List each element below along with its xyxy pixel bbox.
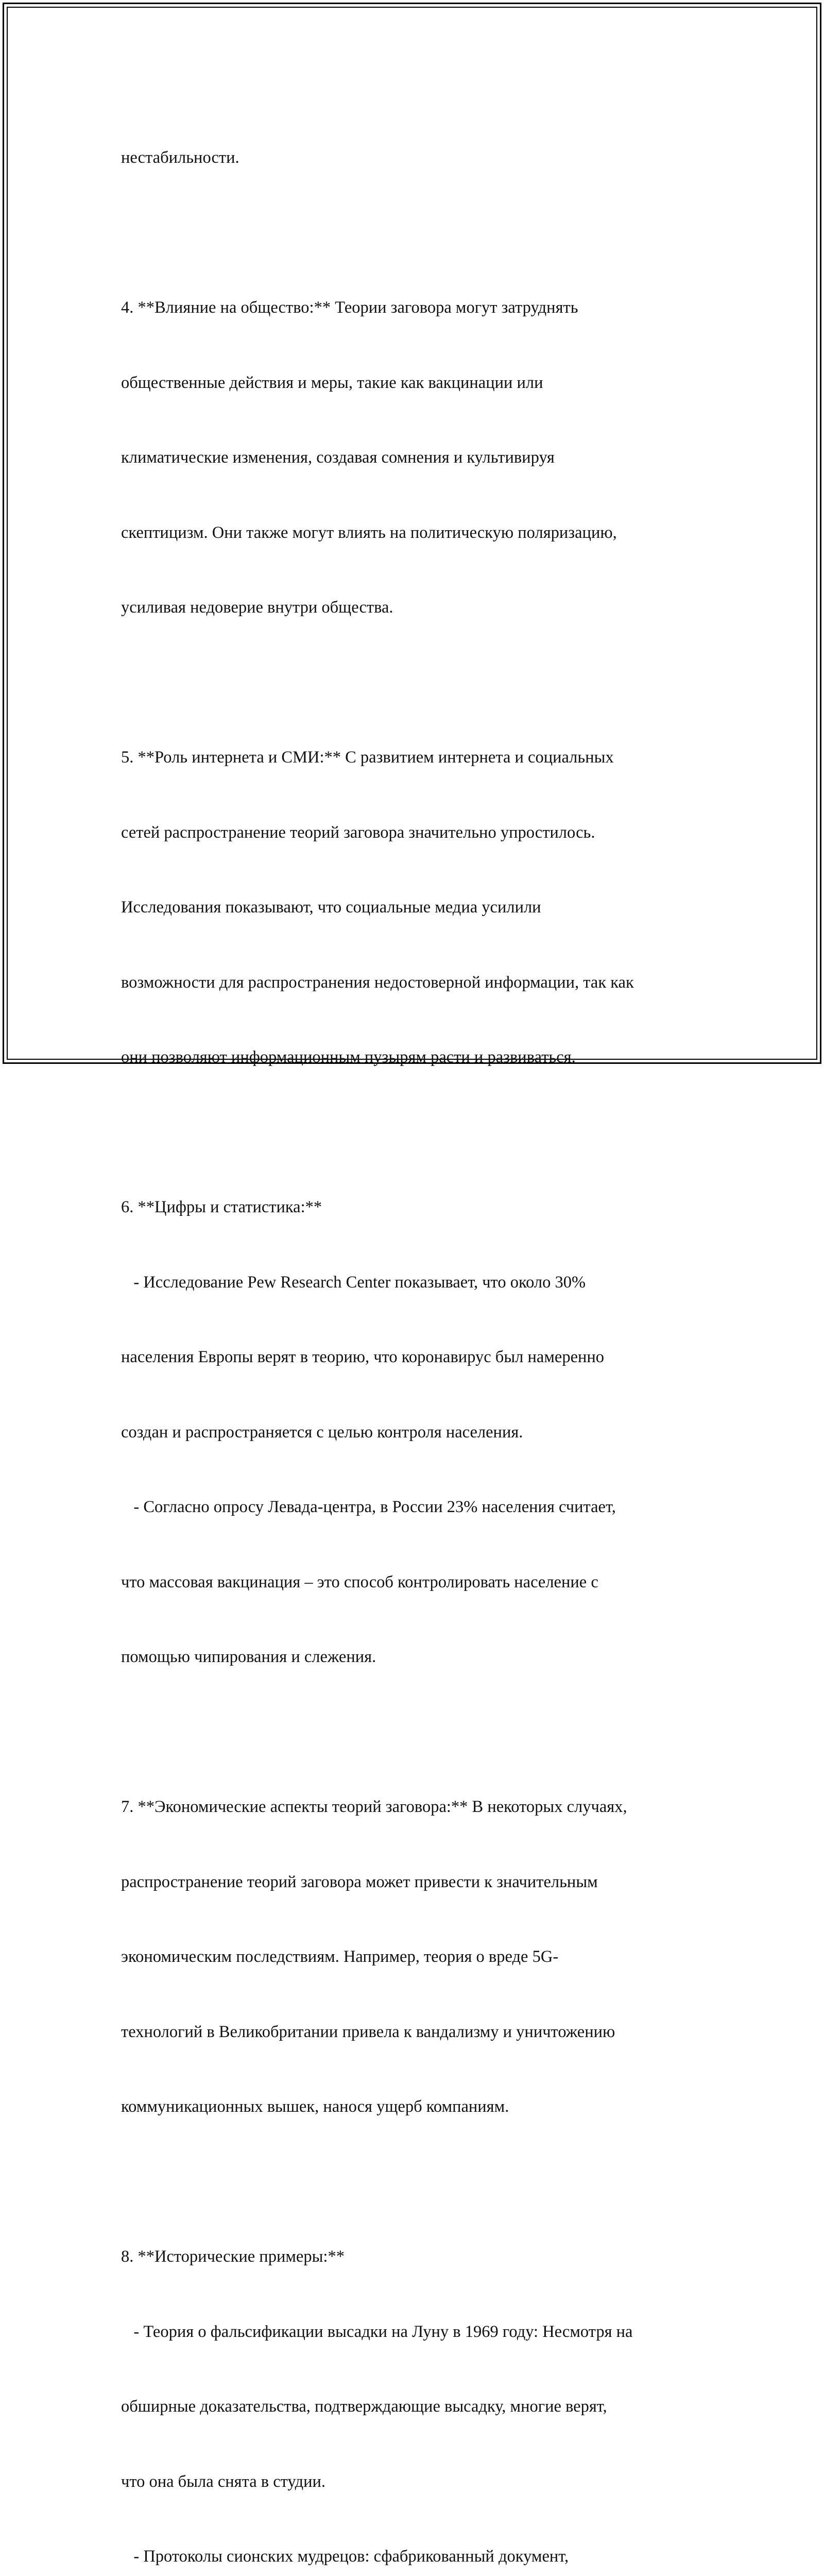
text-line: скептицизм. Они также могут влиять на политическую поляризацию, [121, 523, 617, 542]
text-line: распространение теорий заговора может привести к значительным [121, 1872, 598, 1891]
text-line: 7. **Экономические аспекты теорий заговора:** В некоторых случаях, [121, 1798, 627, 1816]
blank-line [121, 221, 718, 246]
text-line: Исследования показывают, что социальные медиа усилили [121, 898, 541, 917]
text-line: нестабильности. [121, 148, 239, 167]
blank-line [121, 1120, 718, 1145]
text-line: экономическим последствиям. Например, теория о вреде 5G- [121, 1947, 559, 1966]
text-line: населения Европы верят в теорию, что коронавирус был намеренно [121, 1348, 605, 1366]
text-line: коммуникационных вышек, нанося ущерб компаниям. [121, 2097, 509, 2116]
text-line: сетей распространение теорий заговора значительно упростилось. [121, 823, 595, 842]
document-body [121, 95, 718, 2576]
text-line: помощью чипирования и слежения. [121, 1648, 376, 1666]
text-line: - Согласно опросу Левада-центра, в России 23% населения считает, [121, 1498, 616, 1516]
text-line: усиливая недоверие внутри общества. [121, 598, 393, 617]
text-line: 4. **Влияние на общество:** Теории заговора могут затруднять [121, 298, 578, 317]
blank-line [121, 2170, 718, 2195]
text-line: - Протоколы сионских мудрецов: сфабрикованный документ, [121, 2547, 569, 2566]
text-line: создан и распространяется с целью контроля населения. [121, 1422, 523, 1442]
text-line: - Теория о фальсификации высадки на Луну в 1969 году: Несмотря на [121, 2322, 633, 2341]
text-line: что массовая вакцинация – это способ контролировать население с [121, 1572, 598, 1591]
text-line: 6. **Цифры и статистика:** [121, 1198, 322, 1216]
text-line: что она была снята в студии. [121, 2472, 326, 2491]
text-line: общественные действия и меры, такие как вакцинации или [121, 373, 543, 392]
blank-line [121, 1720, 718, 1745]
blank-line [121, 670, 718, 696]
text-line: - Исследование Pew Research Center показывает, что около 30% [121, 1273, 586, 1292]
text-line: 5. **Роль интернета и СМИ:** С развитием интернета и социальных [121, 748, 614, 767]
text-line: возможности для распространения недостоверной информации, так как [121, 973, 634, 992]
text-line: 8. **Исторические примеры:** [121, 2247, 345, 2266]
text-line: они позволяют информационным пузырям расти и развиваться. [121, 1048, 576, 1066]
text-line: климатические изменения, создавая сомнения и культивируя [121, 448, 555, 467]
text-line: обширные доказательства, подтверждающие высадку, многие верят, [121, 2397, 607, 2416]
text-line: технологий в Великобритании привела к вандализму и уничтожению [121, 2022, 615, 2041]
